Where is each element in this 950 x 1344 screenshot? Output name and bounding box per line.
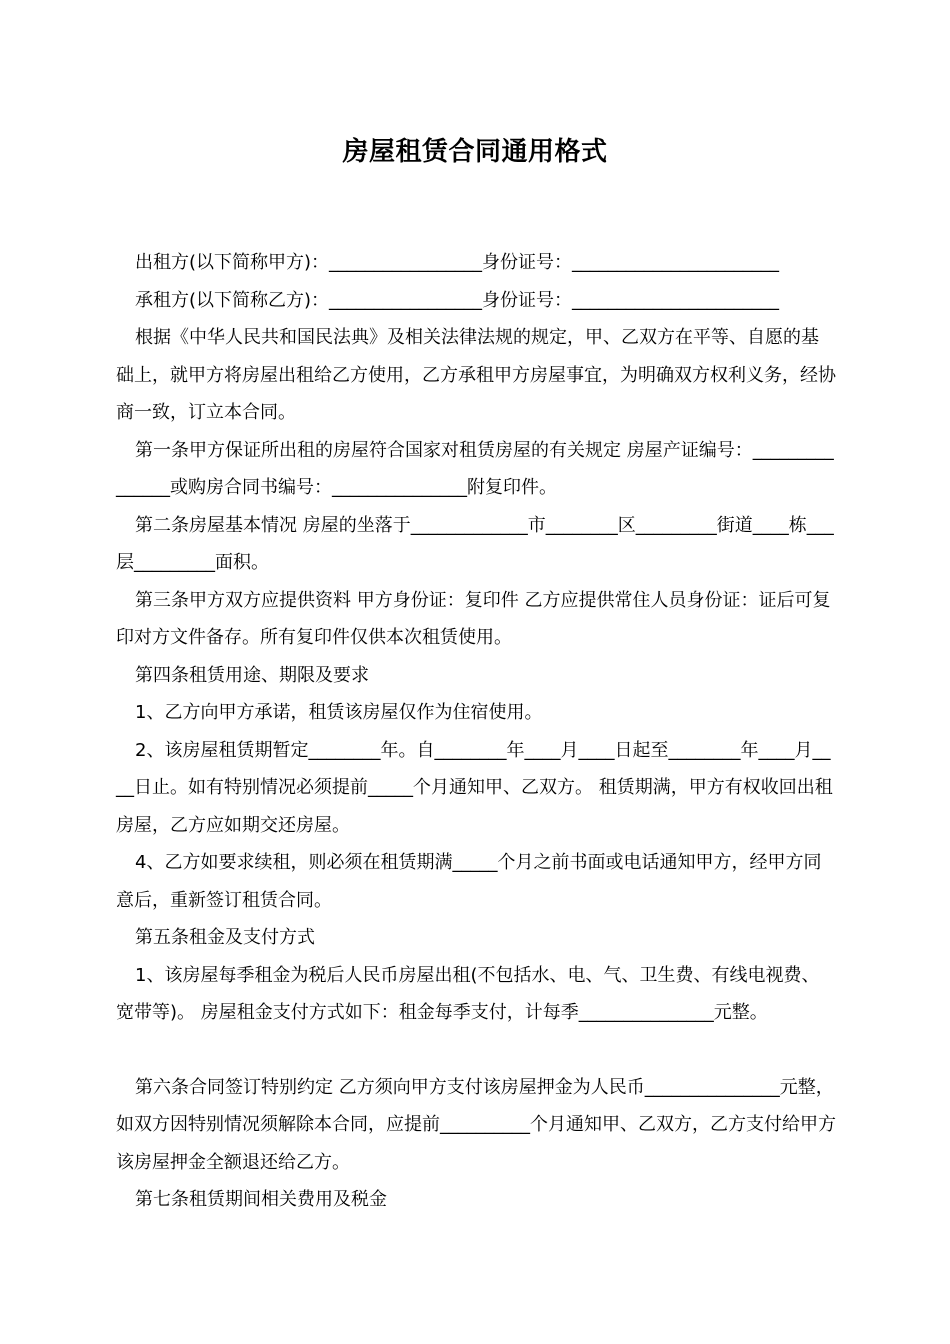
- article-3-paragraph: 第三条甲方双方应提供资料 甲方身份证：复印件 乙方应提供常住人员身份证：证后可复印对方文件备存。所有复印件仅供本次租赁使用。: [116, 589, 831, 648]
- paragraph-spacer: [116, 1032, 836, 1069]
- article-5-heading: 第五条租金及支付方式: [135, 927, 315, 948]
- article-4-item-4: 4、乙方如要求续租，则必须在租赁期满_____个月之前书面或电话通知甲方，经甲方同意后，重新签订租赁合同。: [116, 852, 822, 911]
- lessor-line: 出租方(以下简称甲方)：_________________身份证号：_______________________: [135, 252, 780, 273]
- lessee-line: 承租方(以下简称乙方)：_________________身份证号：_______________________: [135, 289, 780, 311]
- article-6-paragraph: 第六条合同签订特别约定 乙方须向甲方支付该房屋押金为人民币_______________元整，如双方因特别情况须解除本合同，应提前__________个月通知甲、乙双方，乙方支付给甲方该房屋押金全额退还给乙方。: [116, 1076, 836, 1173]
- article-2-paragraph: 第二条房屋基本情况 房屋的坐落于_____________市________区_________街道____栋___层_________面积。: [116, 514, 834, 573]
- article-4-item-1: 1、乙方向甲方承诺，租赁该房屋仅作为住宿使用。: [135, 702, 543, 723]
- document-body: [116, 244, 836, 1219]
- article-5-item-1: 1、该房屋每季租金为税后人民币房屋出租(不包括水、电、气、卫生费、有线电视费、宽带等)。 房屋租金支付方式如下：租金每季支付，计每季_______________元整。: [116, 964, 820, 1023]
- article-1-paragraph: 第一条甲方保证所出租的房屋符合国家对租赁房屋的有关规定 房屋产证编号：_______________或购房合同书编号：_______________附复印件。: [116, 439, 834, 498]
- article-4-heading: 第四条租赁用途、期限及要求: [135, 664, 369, 686]
- article-7-heading: 第七条租赁期间相关费用及税金: [135, 1189, 387, 1210]
- article-4-item-2: 2、该房屋租赁期暂定________年。自________年____月____日起至________年____月____日止。如有特别情况必须提前_____个月通知甲、乙双方。 租赁期满，甲方有权收回出租房屋，乙方应如期交还房屋。: [116, 739, 833, 836]
- document-title: 房屋租赁合同通用格式: [342, 137, 608, 167]
- preamble-paragraph: 根据《中华人民共和国民法典》及相关法律法规的规定，甲、乙双方在平等、自愿的基础上，就甲方将房屋出租给乙方使用，乙方承租甲方房屋事宜，为明确双方权利义务，经协商一致，订立本合同。: [116, 327, 836, 423]
